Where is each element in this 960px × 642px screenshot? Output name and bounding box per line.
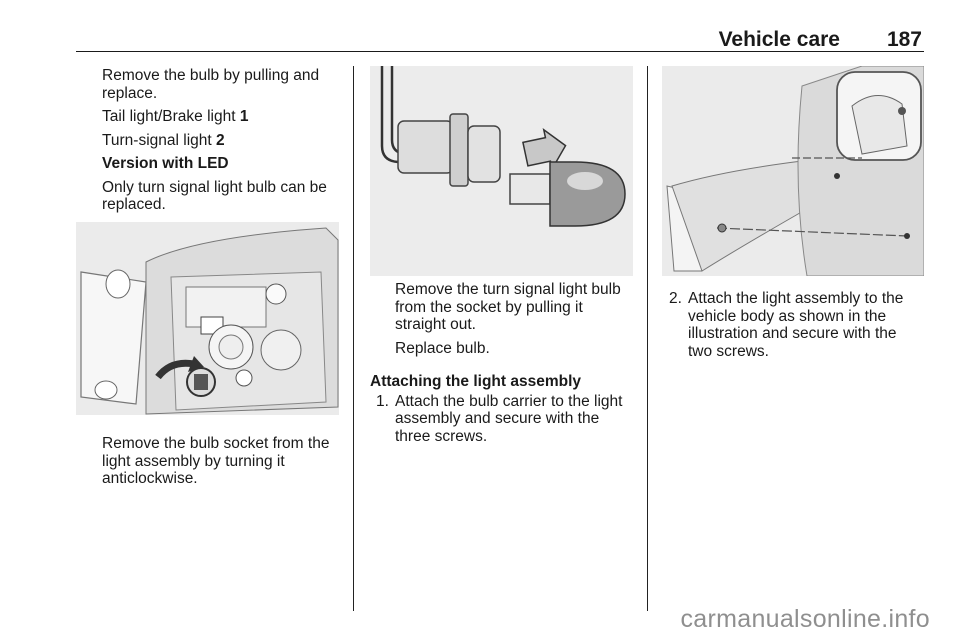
paragraph-turn-signal: Turn-signal light 2 bbox=[102, 131, 225, 149]
step-2-number: 2. bbox=[669, 290, 682, 307]
column-1-text-bottom bbox=[102, 435, 342, 494]
column-divider-1 bbox=[353, 66, 354, 611]
callout-number-2: 2 bbox=[216, 131, 225, 149]
illustration-bulb-socket bbox=[76, 222, 339, 415]
subheading-led-version: Version with LED bbox=[102, 155, 229, 172]
watermark: carmanualsonline.info bbox=[680, 605, 930, 633]
paragraph-remove-turn-signal-bulb: Remove the turn signal light bulb from the socket by pulling it straight out. bbox=[395, 281, 621, 333]
column-3-text bbox=[669, 290, 924, 360]
step-1 bbox=[370, 393, 635, 446]
illustration-turn-signal-bulb bbox=[370, 66, 633, 276]
column-divider-2 bbox=[647, 66, 648, 611]
step-1-number: 1. bbox=[376, 392, 389, 410]
column-2-text-top bbox=[395, 281, 635, 363]
paragraph-replace-bulb: Replace bulb. bbox=[395, 339, 490, 357]
paragraph-remove-bulb: Remove the bulb by pulling and replace. bbox=[102, 67, 320, 102]
paragraph-tail-light: Tail light/Brake light 1 bbox=[102, 108, 249, 125]
paragraph-led-note: Only turn signal light bulb can be replaced. bbox=[102, 178, 327, 213]
section-title: Vehicle care bbox=[718, 28, 840, 51]
caption-remove-socket: Remove the bulb socket from the light assembly by turning it anticlockwise. bbox=[102, 435, 330, 487]
step-2 bbox=[669, 290, 924, 360]
column-1-text-top bbox=[102, 67, 342, 220]
illustration-light-assembly-mount bbox=[662, 66, 924, 276]
page-number: 187 bbox=[886, 28, 922, 51]
page-header bbox=[76, 27, 924, 52]
column-2-text-bottom bbox=[370, 373, 635, 445]
callout-number-1: 1 bbox=[239, 108, 249, 125]
step-1-text: Attach the bulb carrier to the light assembly and secure with the three screws. bbox=[395, 392, 623, 445]
step-2-text: Attach the light assembly to the vehicle body as shown in the illustration and secure with the two screws. bbox=[688, 290, 904, 360]
heading-attaching-light-assembly: Attaching the light assembly bbox=[370, 373, 582, 390]
